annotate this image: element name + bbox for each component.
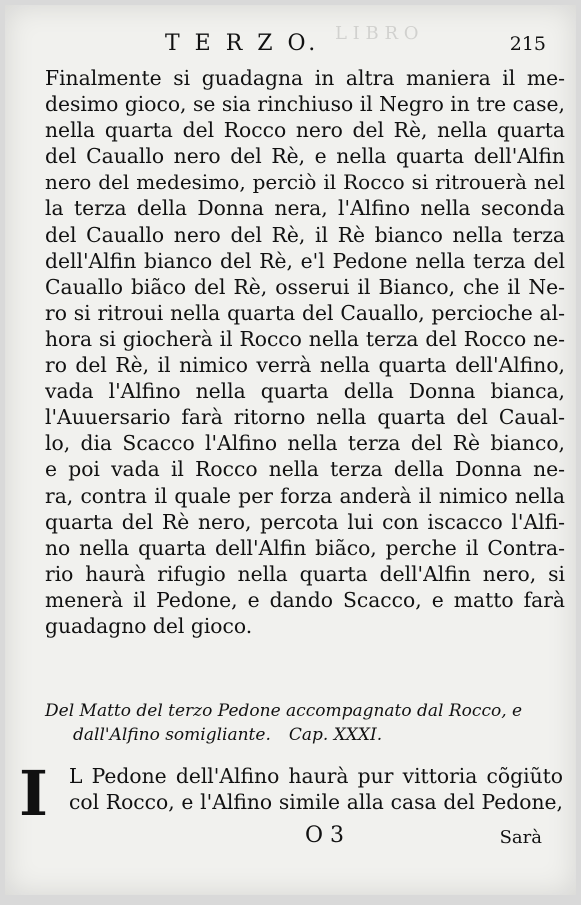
chapter-heading-line: Del Matto del terzo Pedone accompagnato dal Rocco, e <box>45 701 523 721</box>
catchword: Sarà <box>499 827 542 848</box>
text-line: del Cauallo nero del Rè, il Rè bianco nella terza <box>45 222 565 247</box>
text-line: rio haurà rifugio nella quarta dell'Alfin nero, si <box>45 561 565 586</box>
text-line: ro del Rè, il nimico verrà nella quarta dell'Alfino, <box>45 353 565 378</box>
text-line: quarta del Rè nero, percota lui con iscacco l'Alfi- <box>45 509 565 534</box>
text-line: dell'Alfin bianco del Rè, e'l Pedone nella terza del <box>45 248 565 273</box>
text-line: vada l'Alfino nella quarta della Donna bianca, <box>45 379 565 404</box>
running-head-title: T E R Z O. <box>165 31 320 56</box>
text-line: lo, dia Scacco l'Alfino nella terza del Rè bianco, <box>45 431 565 456</box>
text-line: Cauallo biãco del Rè, osserui il Bianco, che il Ne- <box>45 274 565 299</box>
running-head <box>5 27 576 57</box>
text-line: hora si giocherà il Rocco nella terza del Rocco ne- <box>45 326 565 351</box>
text-line: guadagno del gioco. <box>45 613 253 638</box>
chapter-heading-text: dall'Alfino somigliante. <box>73 725 271 745</box>
text-line: no nella quarta dell'Alfin biãco, perche il Contra- <box>45 535 565 560</box>
text-line: l'Auuersario farà ritorno nella quarta del Caual- <box>45 405 565 430</box>
drop-cap: I <box>19 757 49 830</box>
page-number: 215 <box>509 33 546 55</box>
text-line: L Pedone dell'Alfino haurà pur vittoria cõgiũto <box>69 764 563 788</box>
text-line: nero del medesimo, perciò il Rocco si ritrouerà nel <box>45 170 565 195</box>
page-footer <box>5 823 576 863</box>
book-page <box>5 5 576 895</box>
text-line: nella quarta del Rocco nero del Rè, nella quarta <box>45 118 565 143</box>
text-line: desimo gioco, se sia rinchiuso il Negro in tre case, <box>45 92 565 117</box>
body-paragraph <box>45 65 565 639</box>
text-line: menerà il Pedone, e dando Scacco, e matto farà <box>45 587 565 612</box>
text-line: del Cauallo nero del Rè, e nella quarta dell'Alfin <box>45 144 565 169</box>
chapter-heading-line <box>45 723 545 747</box>
signature-mark: O 3 <box>305 823 345 848</box>
text-line: ra, contra il quale per forza anderà il nimico nella <box>45 483 565 508</box>
text-line: e poi vada il Rocco nella terza della Donna ne- <box>45 457 565 482</box>
text-line: la terza della Donna nera, l'Alfino nella seconda <box>45 196 565 221</box>
chapter-heading <box>45 699 545 747</box>
chapter-paragraph <box>15 757 563 830</box>
show-through-text: L I B R O <box>335 23 419 44</box>
text-line: ro si ritroui nella quarta del Cauallo, percioche al- <box>45 300 565 325</box>
text-line: col Rocco, e l'Alfino simile alla casa del Pedone, <box>69 790 563 814</box>
text-line: Finalmente si guadagna in altra maniera il me- <box>45 66 565 90</box>
chapter-number: Cap. XXXI. <box>288 725 383 745</box>
